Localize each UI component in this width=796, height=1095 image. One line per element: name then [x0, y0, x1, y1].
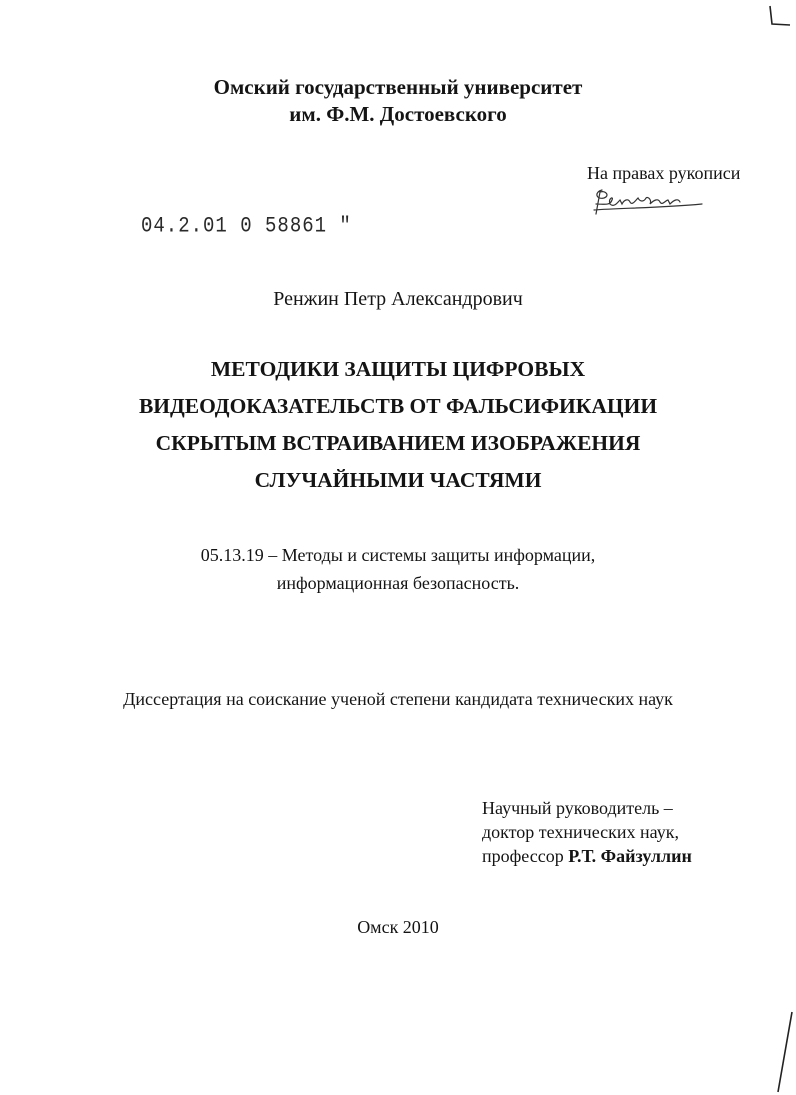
supervisor-name: Р.Т. Файзуллин: [568, 846, 692, 866]
author-name: Ренжин Петр Александрович: [273, 288, 523, 310]
university-line-1: Омский государственный университет: [213, 75, 583, 99]
university-name: [0, 74, 796, 128]
dissertation-title: [0, 351, 796, 499]
degree-statement: Диссертация на соискание ученой степени кандидата технических наук: [123, 689, 673, 709]
specialty-code: [0, 541, 796, 597]
scan-line-icon: [772, 1010, 796, 1095]
archive-stamp-number: 04.2.01 0 58861 ": [141, 213, 352, 239]
title-line-3: СКРЫТЫМ ВСТРАИВАНИЕМ ИЗОБРАЖЕНИЯ: [155, 431, 641, 455]
supervisor-line-1: Научный руководитель –: [482, 798, 673, 818]
university-line-2: им. Ф.М. Достоевского: [289, 102, 507, 126]
supervisor-rank: профессор: [482, 846, 569, 866]
title-line-1: МЕТОДИКИ ЗАЩИТЫ ЦИФРОВЫХ: [210, 357, 586, 381]
scientific-supervisor: [482, 796, 692, 868]
specialty-line-2: информационная безопасность.: [276, 573, 520, 593]
city-and-year: Омск 2010: [357, 917, 439, 937]
corner-mark-icon: [764, 4, 794, 30]
specialty-line-1: 05.13.19 – Методы и системы защиты информации,: [200, 545, 596, 565]
supervisor-line-3: [482, 844, 692, 868]
title-line-4: СЛУЧАЙНЫМИ ЧАСТЯМИ: [254, 468, 542, 492]
handwritten-signature: [590, 186, 710, 218]
supervisor-line-2: доктор технических наук,: [482, 822, 679, 842]
manuscript-note: На правах рукописи: [587, 163, 741, 183]
title-line-2: ВИДЕОДОКАЗАТЕЛЬСТВ ОТ ФАЛЬСИФИКАЦИИ: [138, 394, 658, 418]
